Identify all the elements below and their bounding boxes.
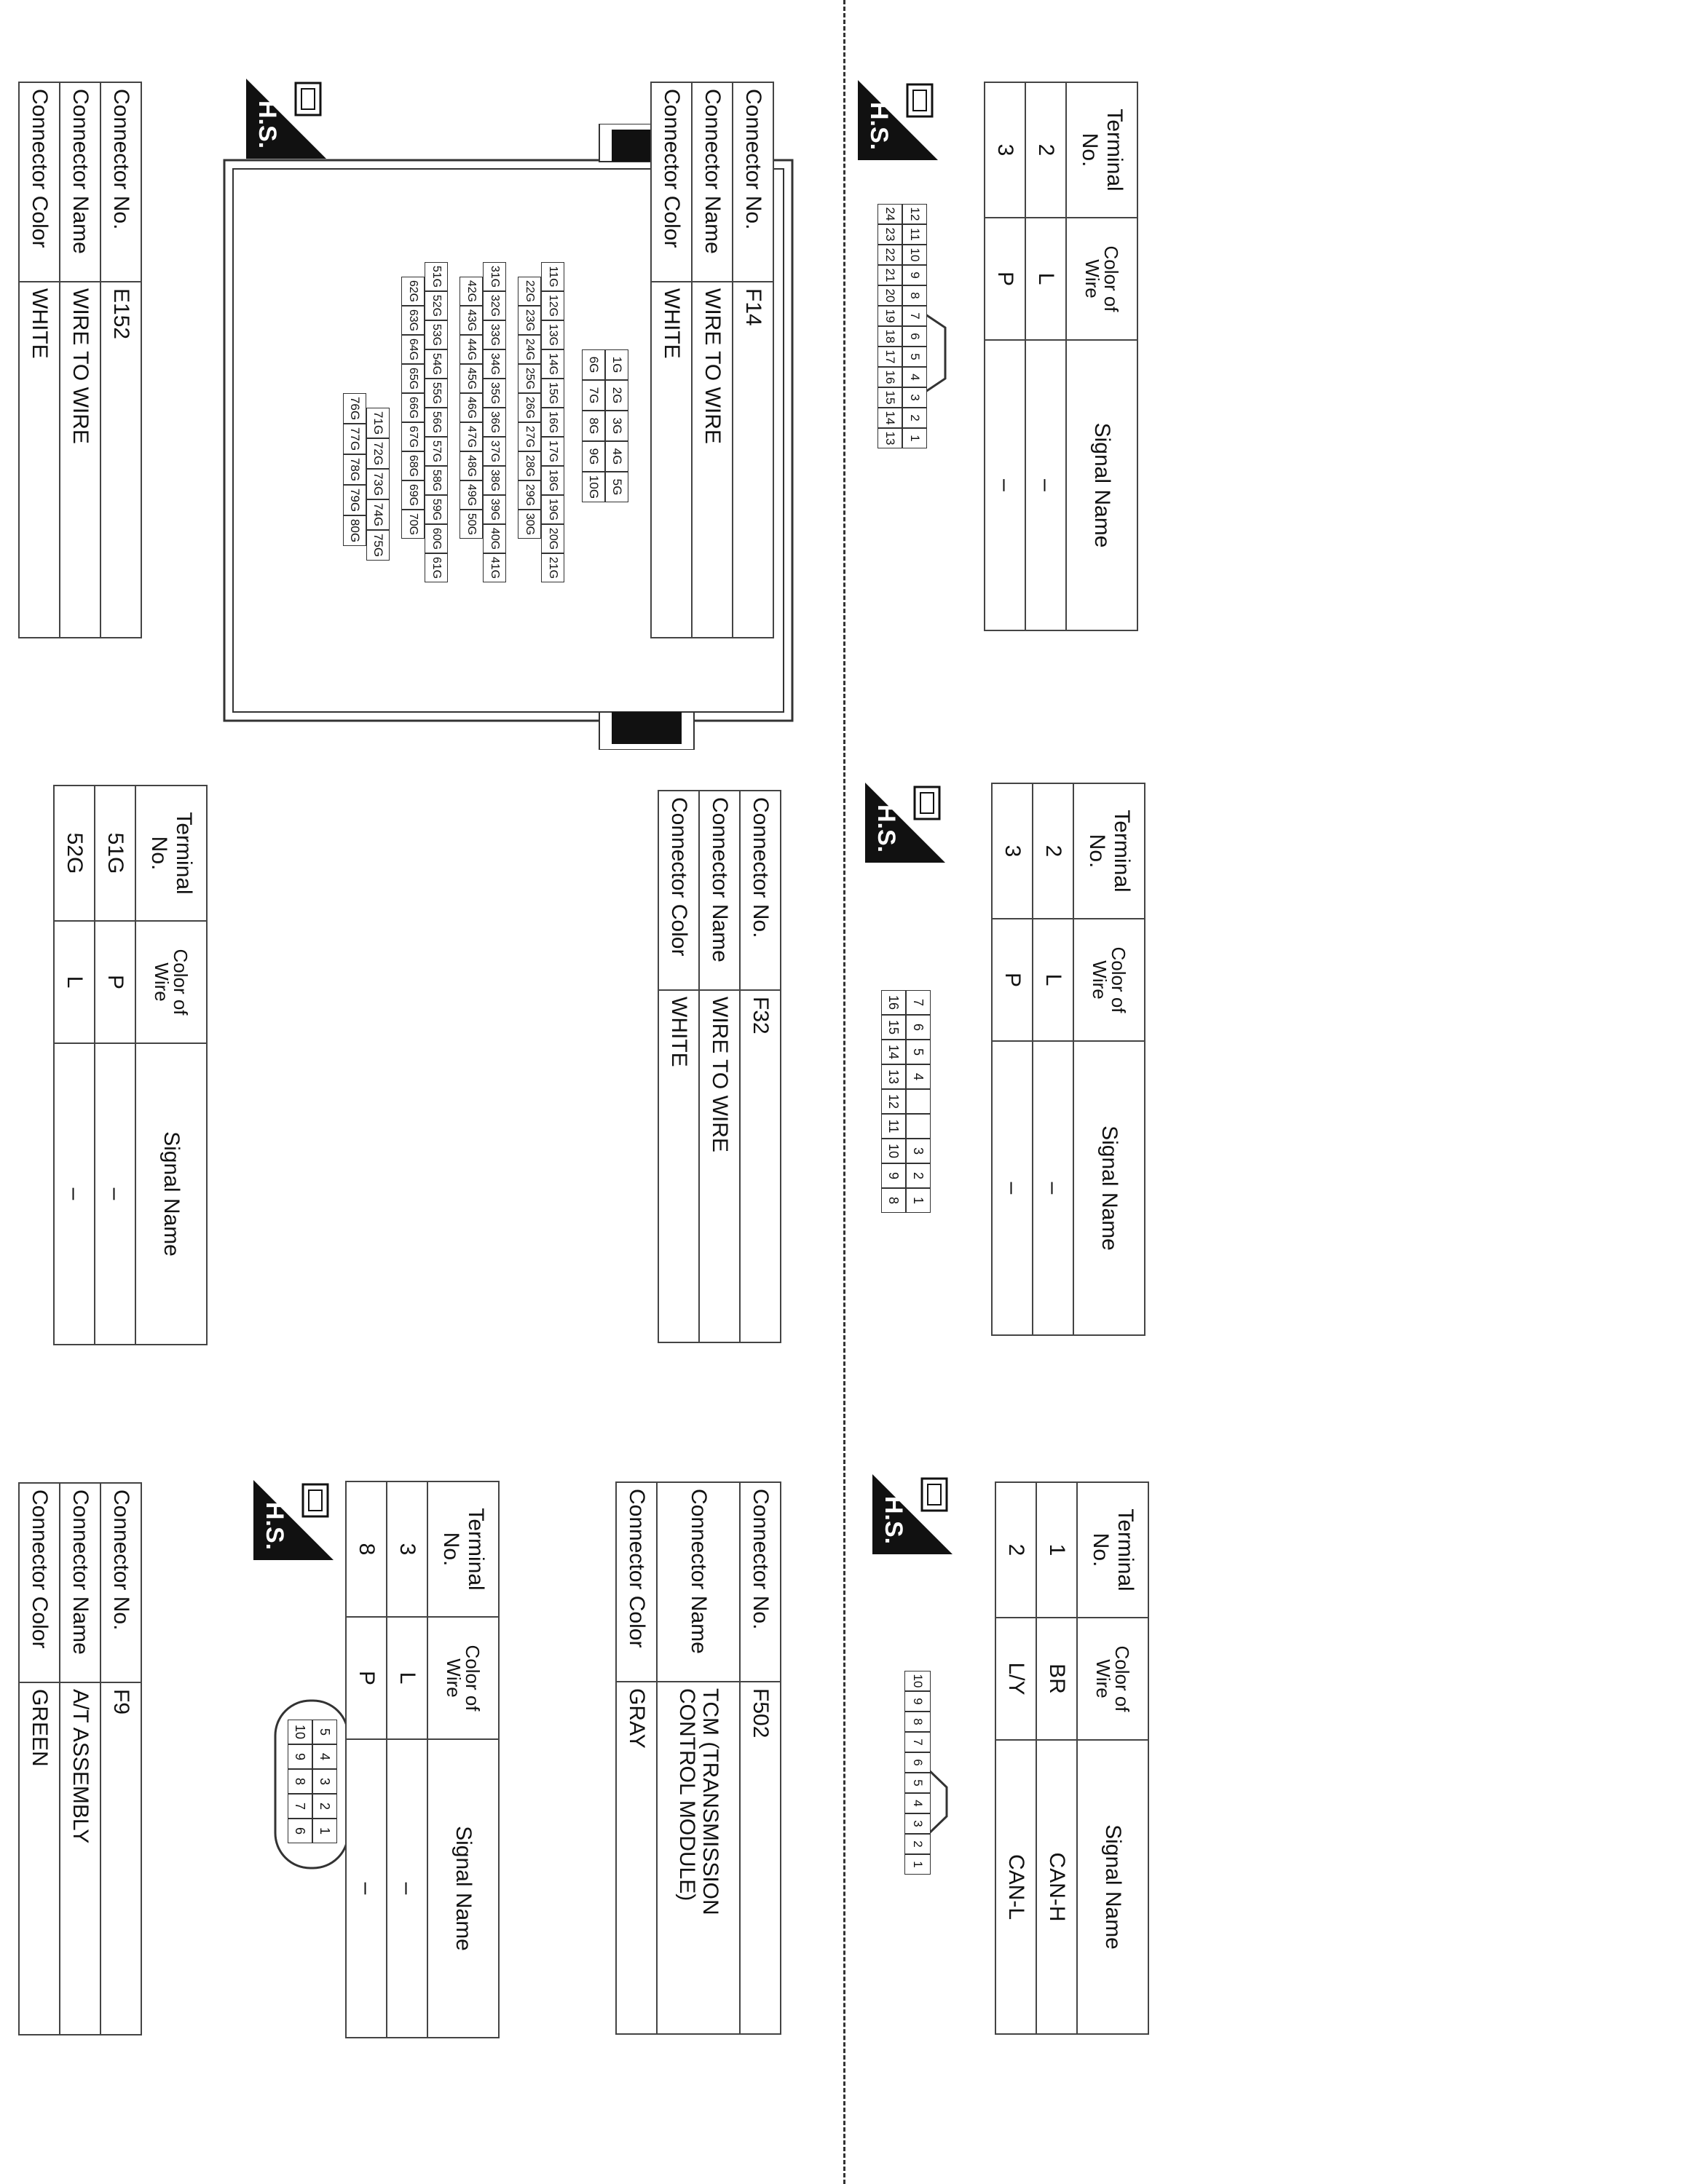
f14-row2-no: 3 — [985, 82, 1025, 218]
f9-color-label: Connector Color — [19, 1483, 60, 1682]
e152-no-value: E152 — [100, 282, 141, 638]
pin-cell: 5 — [906, 1040, 931, 1064]
pin-cell: 13 — [881, 1064, 906, 1089]
f32-terminal-table — [991, 783, 1145, 1336]
pin-cell: 11 — [902, 224, 927, 245]
f502-h-term: Terminal No. — [1077, 1482, 1148, 1618]
pin-cell: 14 — [877, 408, 902, 428]
e152-row2-no: 52G — [54, 786, 95, 921]
f9-no-label: Connector No. — [100, 1483, 141, 1682]
f9-h-term: Terminal No. — [427, 1481, 499, 1617]
pin-cell: 24 — [877, 204, 902, 224]
f14-no-label: Connector No. — [733, 82, 773, 282]
pin-cell: 10 — [904, 1671, 931, 1691]
e152-no-label: Connector No. — [100, 82, 141, 282]
pin-cell: 17G — [541, 437, 564, 466]
f14-no-value: F14 — [733, 282, 773, 638]
table-row — [387, 1481, 427, 2038]
pin-cell: 36G — [483, 408, 506, 437]
pin-cell: 56G — [425, 408, 448, 437]
f9-h-color: Color of Wire — [427, 1617, 499, 1739]
pin-cell: 79G — [343, 485, 366, 515]
pin-cell: 20G — [541, 524, 564, 553]
pin-cell: 7 — [288, 1794, 312, 1819]
pin-cell: 8G — [582, 411, 605, 441]
pin-cell: 21 — [877, 265, 902, 285]
table-row — [1036, 1482, 1077, 2034]
table-row — [54, 786, 95, 1345]
pin-cell: 5 — [902, 347, 927, 367]
pin-cell: 1 — [312, 1819, 337, 1843]
pin-cell: 42G — [460, 277, 483, 306]
f14-h-signal: Signal Name — [1066, 340, 1137, 630]
f502-no-label: Connector No. — [740, 1482, 781, 1682]
pin-cell: 7 — [906, 990, 931, 1015]
pin-cell: 72G — [366, 438, 390, 469]
pin-cell: 20 — [877, 285, 902, 306]
f502-terminal-table — [995, 1481, 1149, 2035]
f32-color-value: WHITE — [658, 990, 699, 1342]
f502-color-label: Connector Color — [616, 1482, 657, 1682]
pin-cell: 3 — [902, 387, 927, 408]
f32-row1-signal: – — [1033, 1041, 1073, 1335]
f32-row1-no: 2 — [1033, 783, 1073, 919]
pin-cell: 39G — [483, 495, 506, 524]
pin-cell — [906, 1114, 931, 1139]
f9-row1-color: L — [387, 1617, 427, 1739]
pin-cell: 66G — [401, 393, 425, 422]
pin-cell: 16 — [877, 367, 902, 387]
pin-cell: 3 — [312, 1769, 337, 1794]
pin-cell: 2 — [906, 1163, 931, 1188]
e152-row1-no: 51G — [95, 786, 135, 921]
pin-cell: 38G — [483, 466, 506, 495]
f9-color-value: GREEN — [19, 1682, 60, 2035]
page-divider — [843, 0, 845, 2184]
f502-row1-color: BR — [1036, 1618, 1077, 1740]
pin-cell: 1G — [605, 349, 628, 380]
f9-name-label: Connector Name — [60, 1483, 100, 1682]
pin-cell: 1 — [902, 428, 927, 448]
e152-name-label: Connector Name — [60, 82, 100, 282]
pin-cell: 77G — [343, 424, 366, 454]
pin-cell: 8 — [288, 1769, 312, 1794]
pin-cell: 10G — [582, 472, 605, 502]
f9-row1-signal: – — [387, 1739, 427, 2038]
pin-cell: 74G — [366, 499, 390, 530]
pin-cell: 57G — [425, 437, 448, 466]
f32-no-label: Connector No. — [740, 791, 781, 990]
pin-cell: 2G — [605, 380, 628, 411]
f32-h-term: Terminal No. — [1073, 783, 1145, 919]
f14-name-value: WIRE TO WIRE — [692, 282, 733, 638]
e152-row1-signal: – — [95, 1043, 135, 1345]
f32-row2-no: 3 — [992, 783, 1033, 919]
pin-cell: 5 — [904, 1773, 931, 1793]
e152-h-color: Color of Wire — [135, 921, 207, 1043]
pin-cell: 43G — [460, 306, 483, 335]
pin-cell: 68G — [401, 451, 425, 480]
pin-cell: 19 — [877, 306, 902, 326]
pin-cell: 13 — [877, 428, 902, 448]
f14-color-value: WHITE — [651, 282, 692, 638]
pin-cell: 67G — [401, 422, 425, 451]
pin-cell — [906, 1089, 931, 1114]
f502-row2-color: L/Y — [995, 1618, 1036, 1740]
pin-cell: 2 — [312, 1794, 337, 1819]
f9-row2-signal: – — [346, 1739, 387, 2038]
f502-no-value: F502 — [740, 1682, 781, 2034]
pin-cell: 22G — [518, 277, 541, 306]
e152-hs-text: H.S. — [253, 100, 281, 149]
pin-cell: 62G — [401, 277, 425, 306]
pin-cell: 22 — [877, 245, 902, 265]
pin-cell: 15 — [881, 1015, 906, 1040]
pin-cell: 9 — [902, 265, 927, 285]
e152-color-label: Connector Color — [19, 82, 60, 282]
f32-name-value: WIRE TO WIRE — [699, 990, 740, 1342]
f9-hs-icon — [253, 1480, 334, 1560]
pin-cell: 59G — [425, 495, 448, 524]
f32-h-signal: Signal Name — [1073, 1041, 1145, 1335]
f9-info-table — [18, 1482, 142, 2035]
f502-color-value: GRAY — [616, 1682, 657, 2034]
pin-cell: 26G — [518, 393, 541, 422]
f502-pin-block — [904, 1671, 931, 1875]
f9-row1-no: 3 — [387, 1481, 427, 1617]
pin-cell: 4 — [312, 1744, 337, 1769]
pin-cell: 50G — [460, 510, 483, 539]
pin-cell: 10 — [902, 245, 927, 265]
pin-cell: 64G — [401, 335, 425, 364]
f14-h-term: Terminal No. — [1066, 82, 1137, 218]
pin-cell: 75G — [366, 530, 390, 561]
f32-no-value: F32 — [740, 990, 781, 1342]
pin-cell: 4 — [904, 1793, 931, 1813]
pin-cell: 24G — [518, 335, 541, 364]
pin-cell: 37G — [483, 437, 506, 466]
pin-cell: 29G — [518, 480, 541, 510]
e152-terminal-table — [53, 785, 208, 1345]
pin-cell: 55G — [425, 379, 448, 408]
pin-cell: 17 — [877, 347, 902, 367]
f32-h-color: Color of Wire — [1073, 919, 1145, 1041]
f9-no-value: F9 — [100, 1682, 141, 2035]
pin-cell: 34G — [483, 349, 506, 379]
f502-name-label: Connector Name — [657, 1482, 740, 1682]
pin-cell: 45G — [460, 364, 483, 393]
f502-row1-signal: CAN-H — [1036, 1740, 1077, 2034]
f32-info-table — [658, 790, 781, 1343]
f502-info-table — [615, 1481, 781, 2035]
pin-cell: 4G — [605, 441, 628, 472]
e152-row2-signal: – — [54, 1043, 95, 1345]
f14-row2-signal: – — [985, 340, 1025, 630]
pin-cell: 21G — [541, 553, 564, 582]
pin-cell: 52G — [425, 291, 448, 320]
pin-cell: 4 — [906, 1064, 931, 1089]
pin-cell: 69G — [401, 480, 425, 510]
f9-hs-text: H.S. — [261, 1502, 288, 1551]
pin-cell: 12 — [902, 204, 927, 224]
pin-cell: 35G — [483, 379, 506, 408]
pin-cell: 53G — [425, 320, 448, 349]
f14-name-label: Connector Name — [692, 82, 733, 282]
e152-row1-color: P — [95, 921, 135, 1043]
pin-cell: 40G — [483, 524, 506, 553]
pin-cell: 19G — [541, 495, 564, 524]
pin-cell: 9 — [881, 1163, 906, 1188]
f14-info-table — [650, 82, 774, 638]
pin-cell: 18G — [541, 466, 564, 495]
e152-pin-block — [343, 262, 628, 582]
e152-h-term: Terminal No. — [135, 786, 207, 921]
pin-cell: 12G — [541, 291, 564, 320]
pin-cell: 15G — [541, 379, 564, 408]
pin-cell: 6 — [902, 326, 927, 347]
pin-cell: 60G — [425, 524, 448, 553]
pin-cell: 78G — [343, 454, 366, 485]
e152-name-value: WIRE TO WIRE — [60, 282, 100, 638]
pin-cell: 48G — [460, 451, 483, 480]
pin-cell: 7G — [582, 380, 605, 411]
pin-cell: 3 — [906, 1139, 931, 1163]
pin-cell: 16 — [881, 990, 906, 1015]
pin-cell: 12 — [881, 1089, 906, 1114]
pin-cell: 8 — [881, 1188, 906, 1213]
f502-row2-signal: CAN-L — [995, 1740, 1036, 2034]
f14-row2-color: P — [985, 218, 1025, 340]
pin-cell: 7 — [904, 1732, 931, 1752]
f32-color-label: Connector Color — [658, 791, 699, 990]
pin-cell: 3G — [605, 411, 628, 441]
pin-cell: 54G — [425, 349, 448, 379]
pin-cell: 27G — [518, 422, 541, 451]
pin-cell: 80G — [343, 515, 366, 546]
pin-cell: 1 — [906, 1188, 931, 1213]
pin-cell: 13G — [541, 320, 564, 349]
f502-h-signal: Signal Name — [1077, 1740, 1148, 2034]
pin-cell: 10 — [881, 1139, 906, 1163]
e152-h-signal: Signal Name — [135, 1043, 207, 1345]
pin-cell: 14 — [881, 1040, 906, 1064]
pin-cell: 6 — [904, 1752, 931, 1773]
f9-name-value: A/T ASSEMBLY — [60, 1682, 100, 2035]
f32-hs-icon — [865, 783, 945, 863]
f32-pin-block — [881, 990, 931, 1213]
pin-cell: 46G — [460, 393, 483, 422]
f9-pin-block — [288, 1720, 337, 1843]
pin-cell: 76G — [343, 393, 366, 424]
pin-cell: 28G — [518, 451, 541, 480]
pin-cell: 18 — [877, 326, 902, 347]
pin-cell: 23 — [877, 224, 902, 245]
table-row — [992, 783, 1033, 1335]
pin-cell: 30G — [518, 510, 541, 539]
e152-color-value: WHITE — [19, 282, 60, 638]
pin-cell: 11G — [541, 262, 564, 291]
table-row — [1025, 82, 1066, 630]
pin-cell: 8 — [904, 1712, 931, 1732]
pin-cell: 9 — [288, 1744, 312, 1769]
table-row — [1033, 783, 1073, 1335]
pin-cell: 15 — [877, 387, 902, 408]
pin-cell: 25G — [518, 364, 541, 393]
f32-name-label: Connector Name — [699, 791, 740, 990]
pin-cell: 71G — [366, 408, 390, 438]
pin-cell: 33G — [483, 320, 506, 349]
f14-row1-no: 2 — [1025, 82, 1066, 218]
f14-hs-icon — [858, 80, 938, 160]
pin-cell: 73G — [366, 469, 390, 499]
f502-row2-no: 2 — [995, 1482, 1036, 1618]
pin-cell: 5 — [312, 1720, 337, 1744]
f32-row2-color: P — [992, 919, 1033, 1041]
f14-h-color: Color of Wire — [1066, 218, 1137, 340]
f14-color-label: Connector Color — [651, 82, 692, 282]
f9-h-signal: Signal Name — [427, 1739, 499, 2038]
pin-cell: 32G — [483, 291, 506, 320]
pin-cell: 6 — [906, 1015, 931, 1040]
pin-cell: 47G — [460, 422, 483, 451]
pin-cell: 9 — [904, 1691, 931, 1712]
pin-cell: 5G — [605, 472, 628, 502]
pin-cell: 31G — [483, 262, 506, 291]
table-row — [346, 1481, 387, 2038]
pin-cell: 58G — [425, 466, 448, 495]
pin-cell: 44G — [460, 335, 483, 364]
pin-cell: 2 — [904, 1834, 931, 1854]
f14-hs-text: H.S. — [865, 102, 893, 151]
pin-cell: 6G — [582, 349, 605, 380]
pin-cell: 23G — [518, 306, 541, 335]
f14-terminal-table — [984, 82, 1138, 631]
f502-row1-no: 1 — [1036, 1482, 1077, 1618]
pin-cell: 8 — [902, 285, 927, 306]
f14-row1-color: L — [1025, 218, 1066, 340]
pin-cell: 51G — [425, 262, 448, 291]
table-row — [985, 82, 1025, 630]
f14-pin-block — [877, 204, 927, 448]
f9-row2-color: P — [346, 1617, 387, 1739]
f9-row2-no: 8 — [346, 1481, 387, 1617]
f32-row2-signal: – — [992, 1041, 1033, 1335]
pin-cell: 9G — [582, 441, 605, 472]
pin-cell: 7 — [902, 306, 927, 326]
f32-row1-color: L — [1033, 919, 1073, 1041]
e152-info-table — [18, 82, 142, 638]
pin-cell: 49G — [460, 480, 483, 510]
f502-h-color: Color of Wire — [1077, 1618, 1148, 1740]
pin-cell: 6 — [288, 1819, 312, 1843]
pin-cell: 61G — [425, 553, 448, 582]
pin-cell: 14G — [541, 349, 564, 379]
f502-hs-text: H.S. — [880, 1496, 907, 1545]
table-row — [995, 1482, 1036, 2034]
pin-cell: 10 — [288, 1720, 312, 1744]
pin-cell: 16G — [541, 408, 564, 437]
pin-cell: 1 — [904, 1854, 931, 1875]
f9-terminal-table — [345, 1481, 500, 2038]
pin-cell: 70G — [401, 510, 425, 539]
f14-row1-signal: – — [1025, 340, 1066, 630]
table-row — [95, 786, 135, 1345]
pin-cell: 65G — [401, 364, 425, 393]
f502-name-value: TCM (TRANSMISSION CONTROL MODULE) — [657, 1682, 740, 2034]
pin-cell: 2 — [902, 408, 927, 428]
pin-cell: 41G — [483, 553, 506, 582]
pin-cell: 11 — [881, 1114, 906, 1139]
f32-hs-text: H.S. — [872, 804, 900, 853]
e152-row2-color: L — [54, 921, 95, 1043]
pin-cell: 63G — [401, 306, 425, 335]
f502-hs-icon — [872, 1474, 953, 1554]
pin-cell: 3 — [904, 1813, 931, 1834]
pin-cell: 4 — [902, 367, 927, 387]
